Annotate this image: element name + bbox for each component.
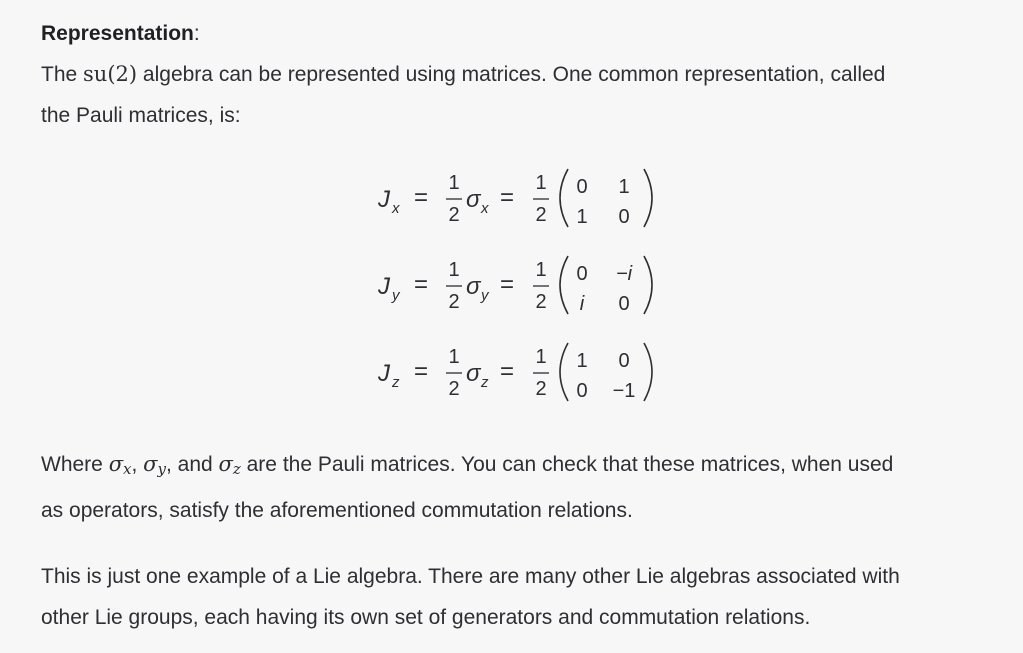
sigma-symbol: σ — [466, 360, 481, 387]
pauli-equations — [0, 150, 1023, 430]
sigma-z-subscript: z — [232, 460, 241, 478]
sigma-subscript: x — [481, 200, 489, 217]
lhs-symbol: J — [378, 186, 390, 213]
matrix-entry: 1 — [576, 206, 588, 228]
fraction-numerator-2: 1 — [535, 259, 547, 281]
equation-jx — [360, 155, 680, 241]
matrix-left-paren — [560, 343, 568, 401]
intro-line-1 — [41, 54, 1001, 95]
fraction-denominator: 2 — [448, 378, 460, 400]
matrix-entry: −1 — [612, 380, 636, 402]
matrix-entry: −i — [615, 263, 633, 285]
sigma-symbol: σ — [466, 273, 481, 300]
matrix-entry: 0 — [576, 263, 588, 285]
matrix-entry: 0 — [576, 380, 588, 402]
intro-line-2: the Pauli matrices, is: — [41, 104, 241, 127]
equals-sign-2: = — [500, 358, 515, 385]
lhs-subscript: x — [392, 200, 400, 217]
equals-sign: = — [414, 358, 429, 385]
sigma-y-subscript: y — [157, 460, 166, 478]
lhs-symbol: J — [378, 273, 390, 300]
intro-paragraph — [41, 54, 1001, 136]
su2-symbol: su — [83, 62, 108, 86]
heading-label: Representation — [41, 22, 194, 45]
lhs-subscript: y — [392, 287, 400, 304]
matrix-entry: 0 — [618, 206, 630, 228]
fraction-denominator: 2 — [448, 204, 460, 226]
sigma-y: σ — [143, 452, 158, 476]
sigma-subscript: y — [481, 287, 489, 304]
equation-jz — [360, 329, 680, 415]
equals-sign: = — [414, 271, 429, 298]
fraction-denominator-2: 2 — [535, 204, 547, 226]
intro-text-end: algebra can be represented using matrices. One common representation, called — [137, 63, 886, 86]
closing-paragraph — [41, 556, 1001, 638]
where-comma-1: , — [131, 453, 144, 476]
matrix-entry: 0 — [618, 350, 630, 372]
lhs-symbol: J — [378, 360, 390, 387]
fraction-numerator-2: 1 — [535, 346, 547, 368]
matrix-entry: 0 — [618, 293, 630, 315]
sigma-x-subscript: x — [123, 460, 132, 478]
sigma-x: σ — [108, 452, 124, 476]
matrix-entry: i — [579, 293, 585, 315]
matrix-left-paren — [560, 169, 568, 227]
matrix-entry: 1 — [618, 176, 630, 198]
closing-line-1: This is just one example of a Lie algebra. There are many other Lie algebras associated with — [41, 565, 900, 588]
equals-sign-2: = — [500, 184, 515, 211]
where-line-2: as operators, satisfy the aforementioned commutation relations. — [41, 499, 633, 522]
fraction-numerator: 1 — [448, 172, 460, 194]
heading-colon: : — [193, 22, 200, 45]
matrix-entry: 0 — [576, 176, 588, 198]
equation-jy — [360, 242, 680, 328]
matrix-entry: 1 — [576, 350, 588, 372]
where-text-start: Where — [41, 453, 109, 476]
section-heading — [41, 13, 1001, 54]
sigma-z: σ — [218, 452, 233, 476]
fraction-denominator-2: 2 — [535, 378, 547, 400]
matrix-left-paren — [560, 256, 568, 314]
where-text-end: are the Pauli matrices. You can check that these matrices, when used — [240, 453, 894, 476]
lhs-subscript: z — [392, 374, 400, 391]
where-paragraph — [41, 444, 1001, 531]
sigma-symbol: σ — [466, 186, 481, 213]
fraction-numerator: 1 — [448, 346, 460, 368]
where-comma-2: , and — [166, 453, 219, 476]
intro-text-start: The — [41, 63, 84, 86]
equals-sign-2: = — [500, 271, 515, 298]
matrix-right-paren — [644, 256, 652, 314]
fraction-denominator-2: 2 — [535, 291, 547, 313]
matrix-right-paren — [644, 169, 652, 227]
closing-line-2: other Lie groups, each having its own set of generators and commutation relations. — [41, 606, 811, 629]
fraction-numerator: 1 — [448, 259, 460, 281]
su2-argument: (2) — [107, 62, 138, 86]
equals-sign: = — [414, 184, 429, 211]
sigma-subscript: z — [481, 374, 489, 391]
where-line-1 — [41, 444, 1001, 490]
matrix-right-paren — [644, 343, 652, 401]
fraction-numerator-2: 1 — [535, 172, 547, 194]
fraction-denominator: 2 — [448, 291, 460, 313]
